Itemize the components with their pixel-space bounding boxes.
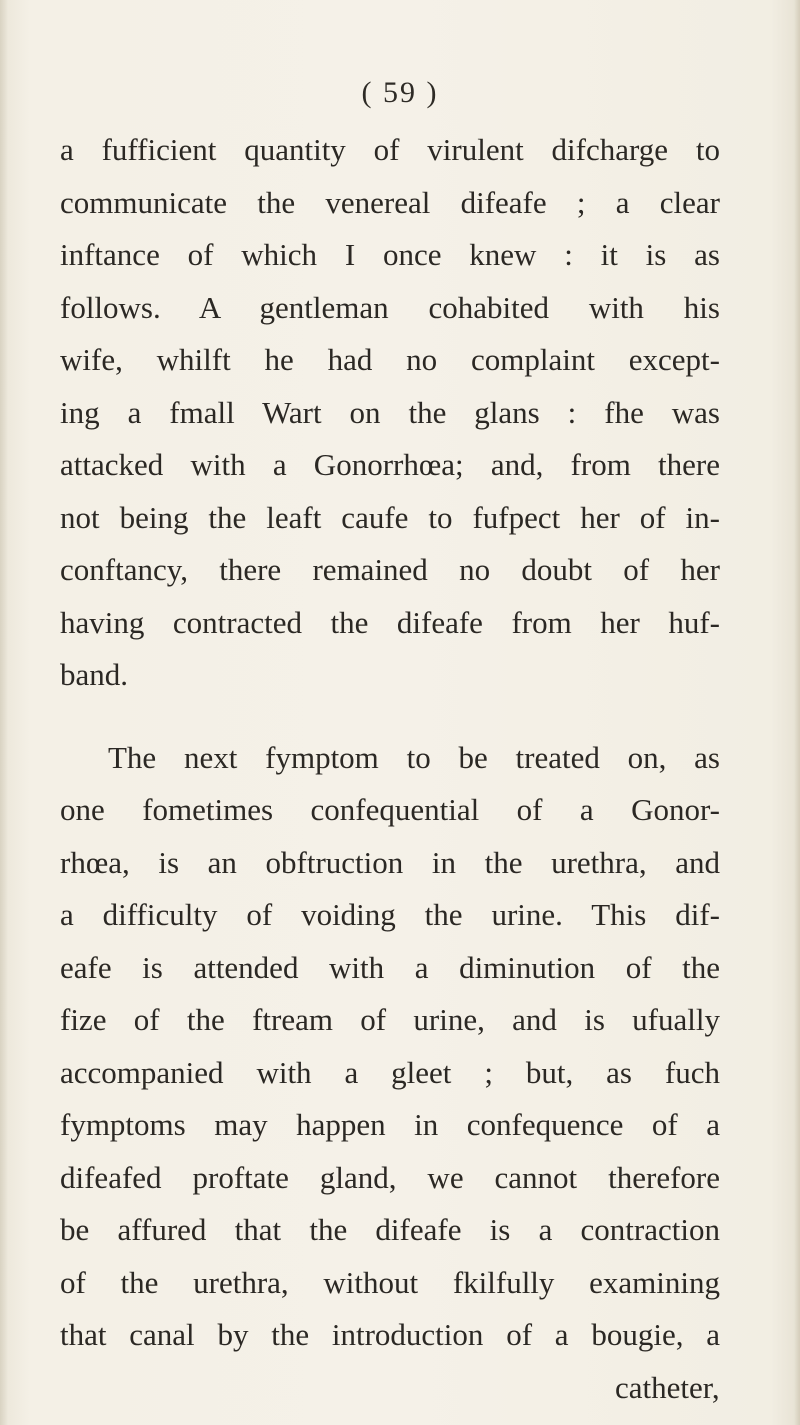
text-line: a difficulty of voiding the urine. This dif- xyxy=(60,897,720,932)
page-edge-shadow xyxy=(794,0,800,1425)
text-line: of the urethra, without fkilfully examining xyxy=(60,1265,720,1300)
text-line: not being the leaft caufe to fufpect her of in- xyxy=(60,500,720,535)
text-line: wife, whilft he had no complaint except- xyxy=(60,342,720,377)
text-line: attacked with a Gonorrhœa; and, from there xyxy=(60,447,720,482)
text-line: one fometimes confequential of a Gonor- xyxy=(60,792,720,827)
text-line: a fufficient quantity of virulent difcharge to xyxy=(60,132,720,167)
text-line: band. xyxy=(60,657,129,692)
text-line: fymptoms may happen in confequence of a xyxy=(60,1107,720,1142)
text-line: communicate the venereal difeafe ; a clear xyxy=(60,185,720,220)
text-line: conftancy, there remained no doubt of her xyxy=(60,552,720,587)
text-line: rhœa, is an obftruction in the urethra, and xyxy=(60,845,720,880)
text-line: eafe is attended with a diminution of the xyxy=(60,950,720,985)
text-line: having contracted the difeafe from her huf- xyxy=(60,605,720,640)
text-line: follows. A gentleman cohabited with his xyxy=(60,290,720,325)
text-line: fize of the ftream of urine, and is ufually xyxy=(60,1002,720,1037)
text-line: inftance of which I once knew : it is as xyxy=(60,237,720,272)
text-line: that canal by the introduction of a bougie, a xyxy=(60,1317,720,1352)
page-gutter-shadow xyxy=(0,0,8,1425)
page-number-header: ( 59 ) xyxy=(361,76,439,109)
text-line: ing a fmall Wart on the glans : fhe was xyxy=(60,395,720,430)
text-line: The next fymptom to be treated on, as xyxy=(108,740,720,775)
text-line: accompanied with a gleet ; but, as fuch xyxy=(60,1055,720,1090)
text-line: difeafed proftate gland, we cannot therefore xyxy=(60,1160,720,1195)
catchword: catheter, xyxy=(615,1370,720,1405)
text-line: be affured that the difeafe is a contraction xyxy=(60,1212,720,1247)
